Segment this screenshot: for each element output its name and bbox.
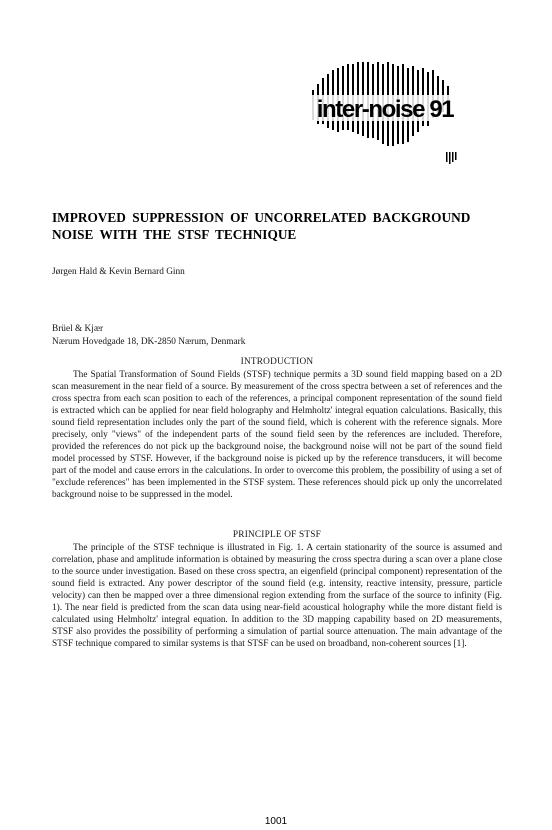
paper-title: IMPROVED SUPPRESSION OF UNCORRELATED BACKGROUND NOISE WITH THE STSF TECHNIQUE [52,210,471,242]
paper-authors: Jørgen Hald & Kevin Bernard Ginn [52,267,185,277]
affiliation-company: Brüel & Kjær [52,324,104,334]
section-paragraph-principle: The principle of the STSF technique is illustrated in Fig. 1. A certain stationarity of the source is assumed and correlation, phase and amplitude information is obtained by measuring the cross spectra during a scan over a plane close to the source under investigation. Based on these cross spectra, an eigenfield (principal component) representation of the sound field is extracted. Any power descriptor of the sound field (e.g. intensity, reactive intensity, pressure, particle velocity) can then be mapped over a three dimensional region extending from the surface of the source to infinity (Fig. 1). The near field is predicted from the scan data using near-field acoustical holography while the more distant field is calculated using Helmholtz' integral equation. In addition to the 3D mapping capability based on 2D measurements, STSF also provides the possibility of performing a simulation of partial source attenuation. The main advantage of the STSF technique compared to similar systems is that STSF can be used on broadband, non-coherent sources [1]. [52,543,502,649]
section-paragraph-introduction: The Spatial Transformation of Sound Fields (STSF) technique permits a 3D sound field mapping based on a 2D scan measurement in the near field of a source. By measurement of the cross spectra between a set of references and the cross spectra from each scan position to each of the references, a principal component representation of the sound field is extracted which can be applied for near field holography and Helmholtz' integral equation calculations. Basically, this sound field representation includes only the part of the sound field, which is coherent with the reference signals. More precisely, only "views" of the independent parts of the sound field seen by the references are included. Therefore, provided the references do not pick up the background noise, the background noise will not be part of the sound field model processed by STSF. However, if the background noise is picked up by the reference transducers, it will become part of the model and cause errors in the calculations. In order to overcome this problem, the possibility of using a set of "exclude references" has been implemented in the STSF system. These references should pick up only the uncorrelated background noise to be suppressed in the model. [52,370,502,500]
section-heading-introduction: INTRODUCTION [240,357,314,367]
conference-logo [300,60,470,170]
page-number: 1001 [264,816,288,827]
logo-text: inter-noise 91 [316,96,454,123]
affiliation-address: Nærum Hovedgade 18, DK-2850 Nærum, Denmark [52,337,246,347]
affiliation [52,323,245,349]
section-heading-principle: PRINCIPLE OF STSF [232,530,322,540]
